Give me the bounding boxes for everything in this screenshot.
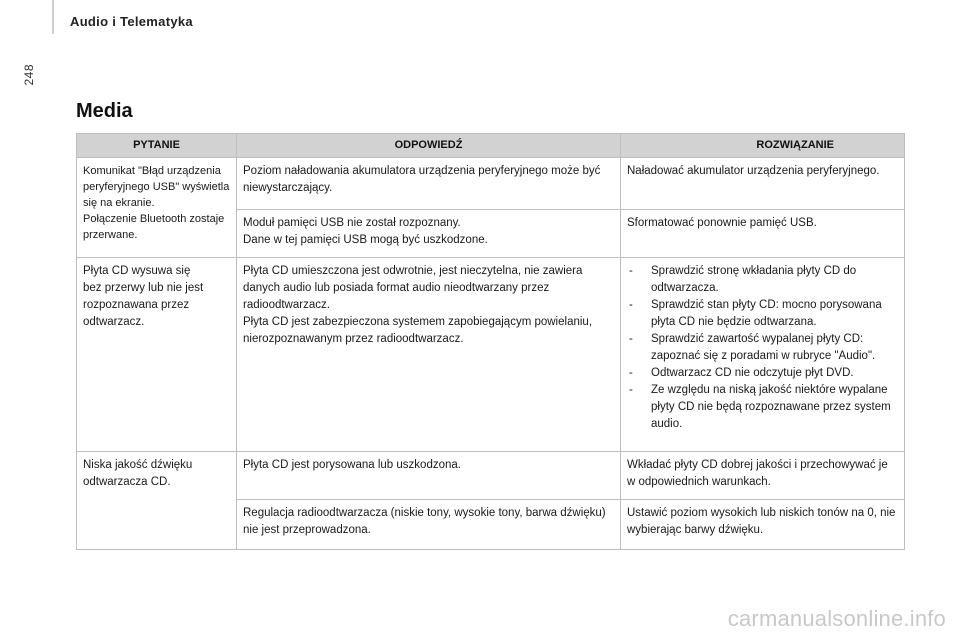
table-row [77,258,905,452]
section-title: Media [76,100,133,122]
question-cell: Niska jakość dźwięku odtwarzacza CD. [77,452,237,550]
table-row [77,158,905,210]
solution-cell: Wkładać płyty CD dobrej jakości i przechowywać je w odpowiednich warunkach. [621,452,905,500]
margin-rule [52,0,54,34]
solution-cell: Sformatować ponownie pamięć USB. [621,210,905,258]
solution-list [627,263,898,433]
page-number: 248 [22,64,36,86]
question-cell [77,158,237,258]
answer-cell: Poziom naładowania akumulatora urządzenia peryferyjnego może być niewystarczający. [237,158,621,210]
troubleshooting-table [76,133,905,550]
chapter-title: Audio i Telematyka [70,14,193,29]
column-header-question: PYTANIE [77,134,237,158]
list-item: - Odtwarzacz CD nie odczytuje płyt DVD. [627,365,898,382]
solution-cell [621,258,905,452]
list-item: - Ze względu na niską jakość niektóre wypalane płyty CD nie będą rozpoznawane przez system audio. [627,382,898,433]
question-text: Komunikat "Błąd urządzenia peryferyjnego USB" wyświetla się na ekranie. Połączenie Bluetooth zostaje przerwane. [83,165,230,241]
question-cell: Płyta CD wysuwa się bez przerwy lub nie jest rozpoznawana przez odtwarzacz. [77,258,237,452]
solution-cell: Naładować akumulator urządzenia peryferyjnego. [621,158,905,210]
answer-cell: Regulacja radioodtwarzacza (niskie tony, wysokie tony, barwa dźwięku) nie jest przeprowadzona. [237,500,621,550]
list-item: - Sprawdzić zawartość wypalanej płyty CD: zapoznać się z poradami w rubryce "Audio". [627,331,898,365]
answer-cell: Płyta CD umieszczona jest odwrotnie, jest nieczytelna, nie zawiera danych audio lub posiada format audio nieodtwarzany przez radioodtwarzacz. Płyta CD jest zabezpieczona systemem zapobiegającym powielaniu, nierozpoznawanym przez radioodtwarzacz. [237,258,621,452]
column-header-solution: ROZWIĄZANIE [621,134,905,158]
table-header-row [77,134,905,158]
column-header-answer: ODPOWIEDŹ [237,134,621,158]
list-item: - Sprawdzić stronę wkładania płyty CD do odtwarzacza. [627,263,898,297]
watermark: carmanualsonline.info [727,606,946,631]
solution-cell: Ustawić poziom wysokich lub niskich tonów na 0, nie wybierając barwy dźwięku. [621,500,905,550]
table-row [77,452,905,500]
list-item: - Sprawdzić stan płyty CD: mocno porysowana płyta CD nie będzie odtwarzana. [627,297,898,331]
answer-cell: Moduł pamięci USB nie został rozpoznany. Dane w tej pamięci USB mogą być uszkodzone. [237,210,621,258]
answer-cell: Płyta CD jest porysowana lub uszkodzona. [237,452,621,500]
